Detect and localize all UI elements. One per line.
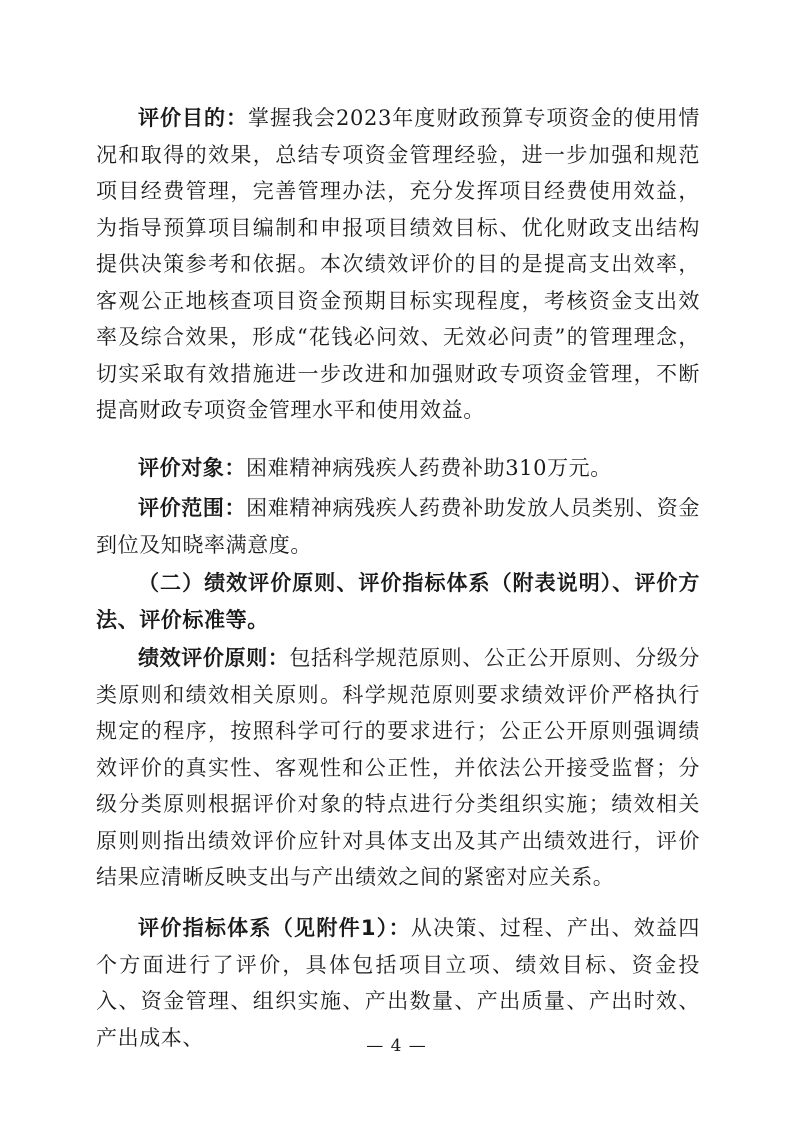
page-number: — 4 — [366, 1036, 427, 1056]
label-evaluation-principles: 绩效评价原则： [138, 646, 290, 670]
paragraph-evaluation-purpose [96, 100, 700, 429]
label-evaluation-object: 评价对象： [138, 456, 246, 480]
label-indicator-system: 评价指标体系（见附件1）： [138, 916, 411, 940]
paragraph-evaluation-principles [96, 640, 700, 896]
section-heading: （二）绩效评价原则、评价指标体系（附表说明）、评价方法、评价标准等。 [96, 571, 700, 632]
paragraph-indicator-system [96, 910, 700, 1056]
text-evaluation-scope: 困难精神病残疾人药费补助发放人员类别、资金到位及知晓率满意度。 [96, 496, 700, 557]
paragraph-evaluation-object [96, 450, 700, 487]
text-evaluation-principles: 包括科学规范原则、公正公开原则、分级分类原则和绩效相关原则。科学规范原则要求绩效评价严格执行规定的程序，按照科学可行的要求进行；公正公开原则强调绩效评价的真实性、客观性和公正性，并依法公开接受监督；分级分类原则根据评价对象的特点进行分类组织实施；绩效相关原则则指出绩效评价应针对具体支出及其产出绩效进行，评价结果应清晰反映支出与产出绩效之间的紧密对应关系。 [96, 646, 700, 889]
text-evaluation-purpose: 掌握我会2023年度财政预算专项资金的使用情况和取得的效果，总结专项资金管理经验，进一步加强和规范项目经费管理，完善管理办法，充分发挥项目经费使用效益，为指导预算项目编制和申报项目绩效目标、优化财政支出结构提供决策参考和依据。本次绩效评价的目的是提高支出效率，客观公正地核查项目资金预期目标实现程度，考核资金支出效率及综合效果，形成“花钱必问效、无效必问责”的管理理念，切实采取有效措施进一步改进和加强财政专项资金管理，不断提高财政专项资金管理水平和使用效益。 [96, 106, 700, 422]
text-evaluation-object: 困难精神病残疾人药费补助310万元。 [246, 456, 612, 480]
paragraph-evaluation-scope [96, 490, 700, 563]
label-evaluation-scope: 评价范围： [138, 496, 247, 520]
text-indicator-system: 从决策、过程、产出、效益四个方面进行了评价，具体包括项目立项、绩效目标、资金投入、资金管理、组织实施、产出数量、产出质量、产出时效、产出成本、 [96, 916, 700, 1050]
label-evaluation-purpose: 评价目的： [138, 106, 249, 130]
